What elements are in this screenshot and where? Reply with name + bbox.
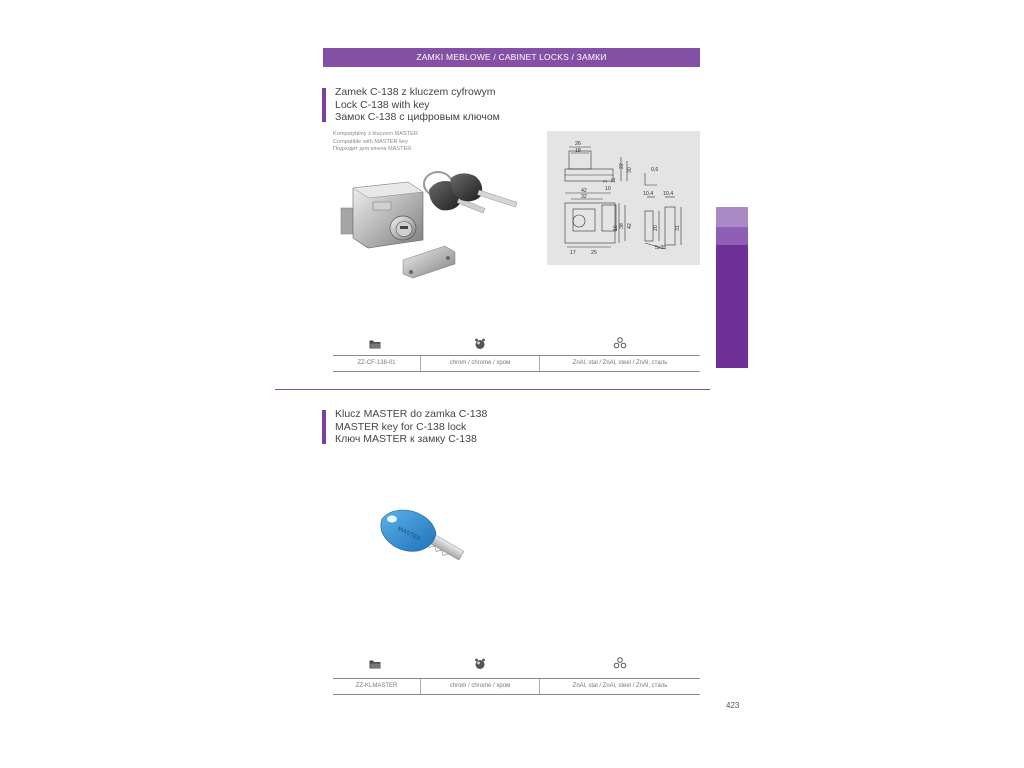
dim-42: 42	[581, 188, 587, 194]
product2-material: ZnAl, stal / ZnAl, steel / ZnAl, сталь	[572, 683, 668, 689]
dim-30: 30	[627, 167, 633, 173]
lock-product-image	[333, 160, 533, 300]
technical-drawing	[547, 131, 700, 265]
product-title-ru: Замок C-138 с цифровым ключом	[335, 111, 500, 123]
master-key-image	[378, 505, 474, 577]
product-title-block-2	[322, 408, 582, 448]
compat-line-ru: Подходит для ключа MASTER	[333, 146, 412, 152]
title-accent-bar	[322, 88, 326, 122]
product2-title-en: MASTER key for C-138 lock	[335, 420, 467, 433]
dim-16: 16	[613, 225, 619, 231]
product2-title-pl: Klucz MASTER do zamka C-138	[335, 408, 488, 420]
dimension-drawing-svg	[547, 131, 700, 265]
product-spec-row	[333, 355, 700, 372]
dim-10-4-a: 10,4	[643, 191, 654, 197]
compatibility-note	[333, 131, 418, 154]
product2-finish: chrom / chrome / хром	[449, 683, 511, 689]
product-title-pl: Zamek C-138 z kluczem cyfrowym	[335, 86, 496, 98]
material-icon	[613, 337, 627, 349]
page-number: 423	[726, 701, 740, 710]
section-banner: ZAMKI MEBLOWE / CABINET LOCKS / ЗАМКИ	[323, 48, 700, 67]
compat-line-en: Compatible with MASTER key	[333, 138, 408, 145]
product2-title-ru: Ключ MASTER к замку C-138	[335, 433, 477, 445]
dim-3: 3	[603, 180, 609, 183]
dim-17: 17	[570, 250, 576, 256]
folder-icon	[369, 339, 381, 349]
dim-32: 32	[581, 194, 587, 200]
dim-22: 22	[619, 163, 625, 169]
dim-10: 10	[605, 186, 611, 192]
dim-25: 25	[591, 250, 597, 256]
dim-0-6: 0,6	[651, 167, 659, 173]
section-divider	[275, 389, 710, 390]
product-spec-row-2	[333, 678, 700, 695]
dim-10-4-b: 10,4	[663, 191, 674, 197]
product-finish: chrom / chrome / хром	[449, 360, 511, 366]
side-tab-mid	[716, 227, 748, 245]
dim-18: 18	[575, 148, 581, 154]
finish-icon	[474, 338, 486, 350]
product-title-en: Lock C-138 with key	[335, 98, 430, 111]
dim-11: 11	[611, 177, 617, 183]
dim-5x35: 5x35	[655, 245, 667, 251]
side-tab-dark	[716, 245, 748, 368]
key-brand-text: MASTER	[396, 525, 422, 543]
side-tab-light	[716, 207, 748, 227]
product2-code: ZZ-KLMASTER	[355, 683, 398, 689]
dim-20: 20	[653, 225, 659, 231]
folder-icon	[369, 659, 381, 669]
dim-38: 38	[619, 223, 625, 229]
product-title-block	[322, 86, 582, 126]
product-code: ZZ-CF-138-01	[357, 360, 396, 366]
material-icon	[613, 657, 627, 669]
product-material: ZnAl, stal / ZnAl, steel / ZnAl, сталь	[572, 360, 668, 366]
finish-icon	[474, 658, 486, 670]
dim-26: 26	[575, 141, 581, 147]
title-accent-bar	[322, 410, 326, 444]
dim-31: 31	[675, 225, 681, 231]
dim-42-side: 42	[627, 223, 633, 229]
compat-line-pl: Kompatybilny z kluczem MASTER	[333, 131, 418, 137]
